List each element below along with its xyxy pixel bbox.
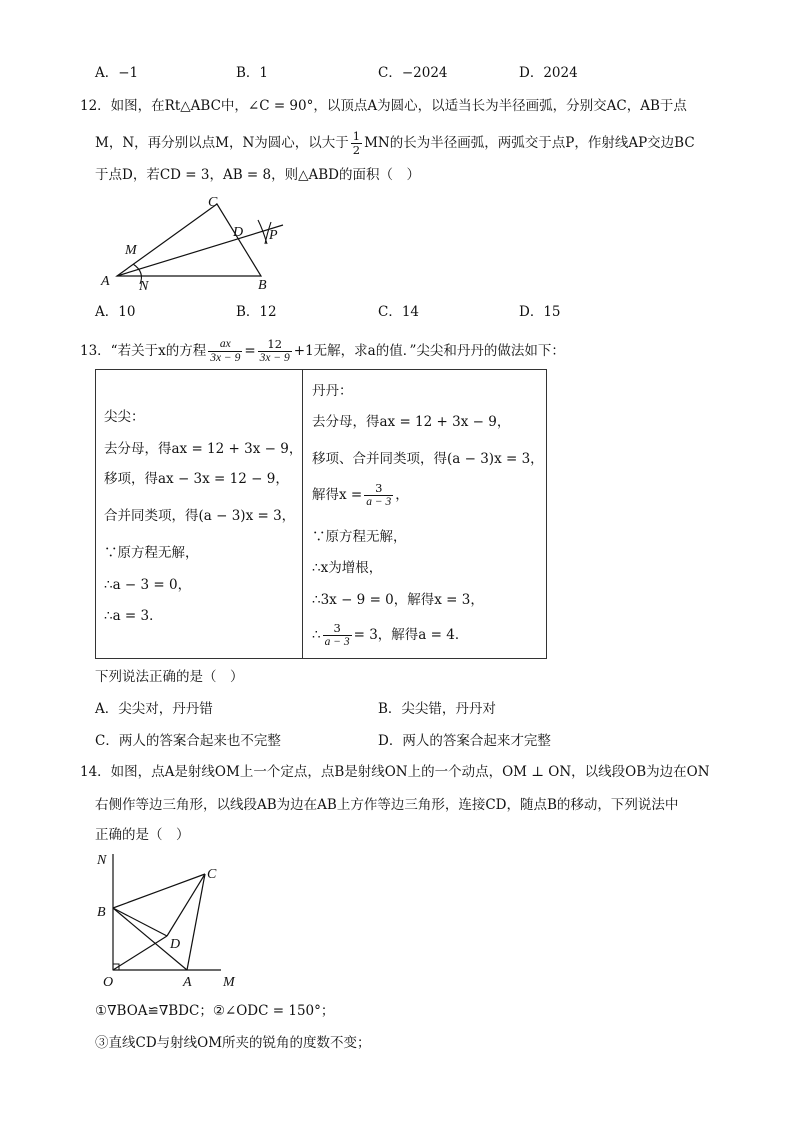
q13-left-l5: ∴a − 3 = 0， [104,577,192,593]
q13-question: 下列说法正确的是（ ） [95,669,244,685]
segment-bd [113,908,167,936]
q11-option-c: C．−2024 [378,65,448,81]
q13-right-l7a: ∴ [312,627,321,643]
q12-option-b: B．12 [236,304,277,320]
q13-left-l1: 去分母，得ax = 12 + 3x − 9， [104,441,303,457]
q13-right-l7-den: a − 3 [324,636,350,648]
q12-stem-line2b: MN的长为半径画弧，两弧交于点P，作射线AP交边BC [364,135,695,151]
q13-right-l7b: = 3，解得a = 4． [353,627,469,643]
q12-option-c: C．14 [378,304,420,320]
q14-figure [95,850,245,990]
q13-eq-sign: = [244,343,256,359]
q13-right-l7 [312,622,468,649]
q12-stem-line2 [95,130,695,157]
label-m: M [223,975,235,990]
q13-left-l3: 合并同类项，得(a − 3)x = 3， [104,508,296,524]
q13-right-l4: ∵原方程无解， [312,529,407,545]
label-c: C [208,195,218,210]
q12-stem-line3: 于点D，若CD = 3，AB = 8，则△ABD的面积（ ） [95,167,420,183]
segment-bc [113,874,205,908]
label-p: P [269,228,278,243]
q13-table-divider [302,370,303,658]
q13-option-d: D．两人的答案合起来才完整 [378,733,551,749]
q13-option-b: B．尖尖错，丹丹对 [378,701,496,717]
q13-left-name: 尖尖： [104,409,145,425]
label-c: C [207,867,217,882]
label-m: M [125,243,137,258]
q13-right-l3a: 解得x = [312,487,363,503]
label-o: O [103,975,114,990]
q13-eq-frac1-den: 3x − 9 [210,352,241,364]
q13-eq-frac1-num: ax [208,338,242,352]
q12-frac-den: 2 [352,143,361,157]
q13-intro-a: 13．“若关于x的方程 [80,343,207,359]
q13-right-l3 [312,482,409,509]
label-d: D [170,937,181,952]
label-a: A [183,975,192,990]
q13-eq-frac1 [208,338,242,365]
q13-right-l3-den: a − 3 [366,496,392,508]
q14-stem-line1: 14．如图，点A是射线OM上一个定点，点B是射线ON上的一个动点，OM ⊥ ON，以线段OB为边在ON [80,764,710,780]
segment-od [113,936,167,970]
q13-eq-frac2-num: 12 [258,338,292,352]
q13-left-l4: ∵原方程无解， [104,545,199,561]
q13-right-name: 丹丹： [312,383,353,399]
q11-option-b: B．1 [236,65,269,81]
q12-option-a: A．10 [95,304,136,320]
q13-right-l5: ∴x为增根， [312,560,383,576]
label-a: A [101,274,110,289]
q11-option-d: D．2024 [519,65,578,81]
label-b: B [258,278,267,292]
q12-stem-line1: 12．如图，在Rt△ABC中，∠C = 90°，以顶点A为圆心，以适当长为半径画弧，分别交AC，AB于点 [80,98,687,114]
q12-stem-line2a: M，N，再分别以点M，N为圆心，以大于 [95,135,349,151]
q13-intro-b: +1无解，求a的值．”尖尖和丹丹的做法如下： [293,343,565,359]
label-n: N [139,279,149,292]
q13-right-l7-num: 3 [323,622,352,636]
label-d: D [233,225,244,240]
label-n: N [97,853,107,868]
q13-right-l3-frac [364,482,393,509]
q13-stem [80,338,565,365]
q14-statement-1-2: ①∇BOA≌∇BDC；②∠ODC = 150°； [95,1003,335,1019]
q11-option-a: A．−1 [95,65,139,81]
q12-option-d: D．15 [519,304,561,320]
label-b: B [97,905,106,920]
q13-eq-frac2-den: 3x − 9 [259,352,290,364]
q14-statement-3: ③直线CD与射线OM所夹的锐角的度数不变； [95,1035,371,1051]
q12-frac-num: 1 [352,129,361,143]
q13-eq-frac2 [258,338,292,365]
q13-right-l3-num: 3 [364,482,393,496]
q13-option-c: C．两人的答案合起来也不完整 [95,733,281,749]
q13-right-l7-frac [323,622,352,649]
q13-right-l1: 去分母，得ax = 12 + 3x − 9， [312,414,511,430]
q13-option-a: A．尖尖对，丹丹错 [95,701,213,717]
q14-stem-line2: 右侧作等边三角形，以线段AB为边在AB上方作等边三角形，连接CD，随点B的移动，下列说法中 [95,797,679,813]
q13-solution-table [95,369,547,659]
q12-figure [95,192,295,292]
q14-stem-line3: 正确的是（ ） [95,827,190,843]
q13-right-l2: 移项、合并同类项，得(a − 3)x = 3， [312,451,544,467]
q12-fraction-half [351,130,362,157]
ray-ap [117,225,283,276]
q13-right-l3b: ， [395,487,409,503]
q13-right-l6: ∴3x − 9 = 0，解得x = 3， [312,592,484,608]
triangle-abc [117,204,261,276]
q13-left-l6: ∴a = 3． [104,608,163,624]
q13-left-l2: 移项，得ax − 3x = 12 − 9， [104,471,289,487]
